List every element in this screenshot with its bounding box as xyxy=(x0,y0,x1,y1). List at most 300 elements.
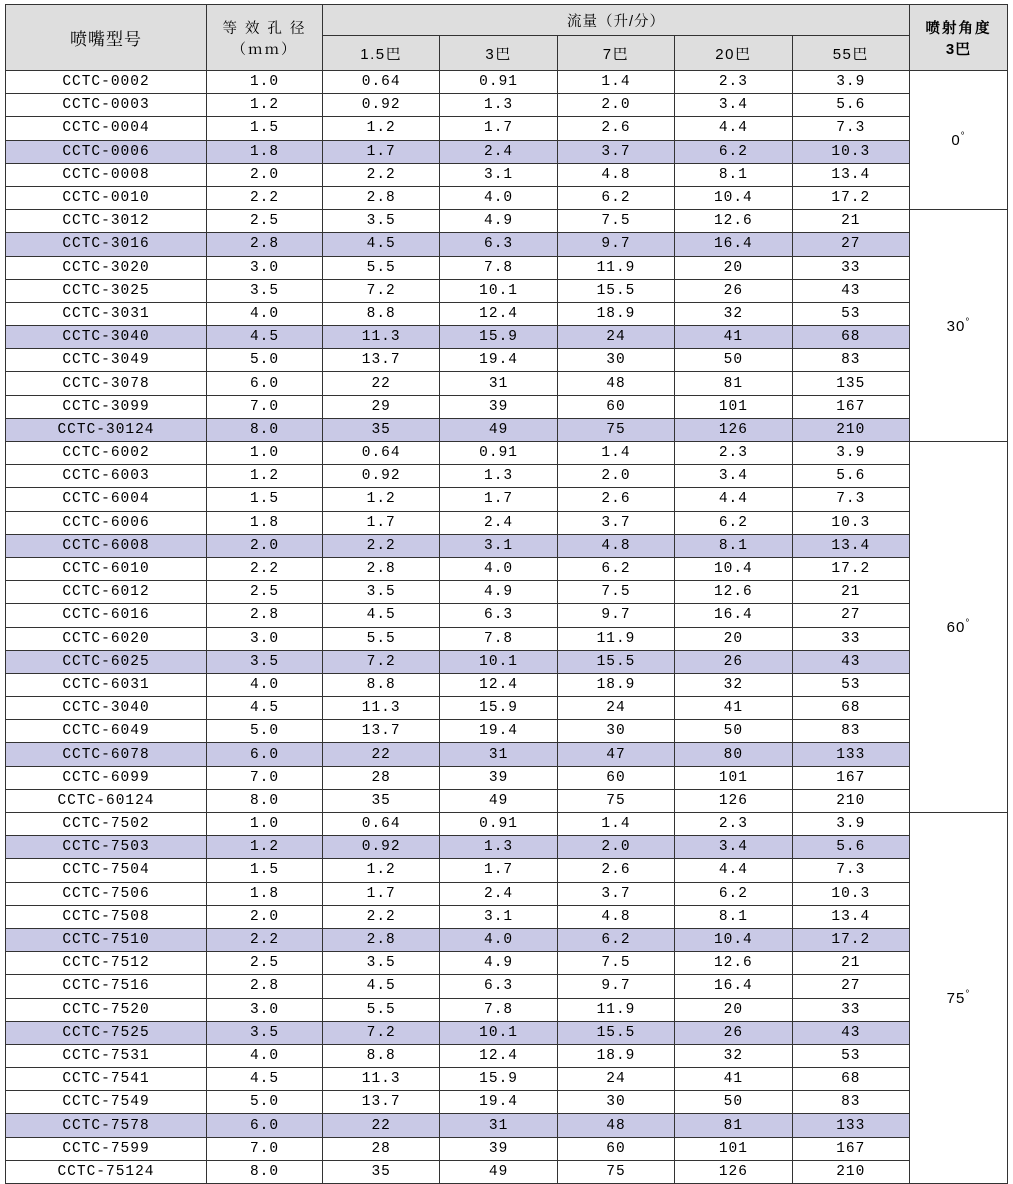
cell-flow-5: 7.3 xyxy=(792,859,909,882)
table-row xyxy=(6,349,1008,372)
cell-flow-4: 50 xyxy=(675,720,792,743)
cell-model: CCTC-0003 xyxy=(6,94,207,117)
table-row xyxy=(6,789,1008,812)
cell-flow-5: 167 xyxy=(792,395,909,418)
cell-flow-1: 4.5 xyxy=(323,233,440,256)
cell-flow-5: 3.9 xyxy=(792,813,909,836)
cell-flow-4: 32 xyxy=(675,673,792,696)
cell-flow-3: 6.2 xyxy=(557,557,674,580)
cell-flow-3: 2.6 xyxy=(557,117,674,140)
cell-flow-3: 2.0 xyxy=(557,836,674,859)
cell-flow-4: 8.1 xyxy=(675,534,792,557)
cell-model: CCTC-3040 xyxy=(6,697,207,720)
cell-model: CCTC-3020 xyxy=(6,256,207,279)
cell-flow-2: 1.7 xyxy=(440,117,557,140)
cell-model: CCTC-6010 xyxy=(6,557,207,580)
cell-flow-2: 0.91 xyxy=(440,442,557,465)
cell-flow-5: 21 xyxy=(792,952,909,975)
cell-flow-3: 7.5 xyxy=(557,581,674,604)
cell-flow-3: 18.9 xyxy=(557,673,674,696)
cell-model: CCTC-7506 xyxy=(6,882,207,905)
cell-flow-4: 8.1 xyxy=(675,905,792,928)
table-row xyxy=(6,813,1008,836)
cell-flow-1: 0.64 xyxy=(323,71,440,94)
table-row xyxy=(6,673,1008,696)
cell-flow-2: 19.4 xyxy=(440,349,557,372)
table-row xyxy=(6,581,1008,604)
cell-flow-4: 12.6 xyxy=(675,952,792,975)
cell-model: CCTC-6016 xyxy=(6,604,207,627)
cell-flow-3: 9.7 xyxy=(557,233,674,256)
cell-flow-2: 19.4 xyxy=(440,720,557,743)
cell-model: CCTC-7503 xyxy=(6,836,207,859)
cell-flow-5: 210 xyxy=(792,789,909,812)
cell-model: CCTC-75124 xyxy=(6,1160,207,1183)
cell-flow-4: 32 xyxy=(675,1044,792,1067)
header-pressure-5: 55巴 xyxy=(792,36,909,71)
cell-flow-3: 9.7 xyxy=(557,975,674,998)
cell-flow-3: 75 xyxy=(557,418,674,441)
cell-model: CCTC-7525 xyxy=(6,1021,207,1044)
cell-flow-1: 0.64 xyxy=(323,442,440,465)
cell-orifice: 2.5 xyxy=(207,952,323,975)
cell-flow-4: 6.2 xyxy=(675,140,792,163)
cell-flow-2: 1.7 xyxy=(440,488,557,511)
cell-model: CCTC-7504 xyxy=(6,859,207,882)
cell-flow-4: 4.4 xyxy=(675,488,792,511)
cell-model: CCTC-7508 xyxy=(6,905,207,928)
cell-flow-2: 6.3 xyxy=(440,975,557,998)
cell-flow-2: 1.3 xyxy=(440,94,557,117)
cell-flow-3: 24 xyxy=(557,326,674,349)
cell-flow-4: 8.1 xyxy=(675,163,792,186)
cell-flow-2: 10.1 xyxy=(440,1021,557,1044)
cell-flow-1: 1.2 xyxy=(323,117,440,140)
cell-model: CCTC-6031 xyxy=(6,673,207,696)
cell-flow-4: 16.4 xyxy=(675,975,792,998)
cell-flow-3: 1.4 xyxy=(557,813,674,836)
cell-flow-3: 2.6 xyxy=(557,859,674,882)
cell-flow-5: 167 xyxy=(792,1137,909,1160)
cell-flow-3: 7.5 xyxy=(557,210,674,233)
cell-flow-2: 12.4 xyxy=(440,302,557,325)
cell-flow-4: 126 xyxy=(675,789,792,812)
cell-flow-5: 53 xyxy=(792,673,909,696)
cell-flow-1: 22 xyxy=(323,743,440,766)
table-row xyxy=(6,766,1008,789)
cell-flow-1: 7.2 xyxy=(323,279,440,302)
header-pressure-4: 20巴 xyxy=(675,36,792,71)
table-row xyxy=(6,163,1008,186)
table-row xyxy=(6,395,1008,418)
cell-orifice: 3.5 xyxy=(207,1021,323,1044)
cell-flow-4: 101 xyxy=(675,395,792,418)
cell-flow-5: 7.3 xyxy=(792,488,909,511)
cell-flow-5: 33 xyxy=(792,627,909,650)
table-row xyxy=(6,650,1008,673)
cell-orifice: 2.8 xyxy=(207,233,323,256)
table-row xyxy=(6,372,1008,395)
cell-flow-2: 12.4 xyxy=(440,1044,557,1067)
header-angle-main: 喷射角度 xyxy=(925,20,992,37)
table-row xyxy=(6,210,1008,233)
cell-flow-3: 75 xyxy=(557,1160,674,1183)
cell-flow-1: 35 xyxy=(323,418,440,441)
cell-orifice: 7.0 xyxy=(207,1137,323,1160)
cell-flow-5: 17.2 xyxy=(792,928,909,951)
table-row xyxy=(6,720,1008,743)
table-row xyxy=(6,1091,1008,1114)
cell-flow-2: 10.1 xyxy=(440,279,557,302)
cell-flow-4: 81 xyxy=(675,1114,792,1137)
cell-flow-2: 39 xyxy=(440,766,557,789)
cell-flow-3: 30 xyxy=(557,720,674,743)
cell-model: CCTC-0004 xyxy=(6,117,207,140)
table-row xyxy=(6,117,1008,140)
cell-flow-4: 32 xyxy=(675,302,792,325)
cell-flow-3: 48 xyxy=(557,372,674,395)
cell-flow-2: 12.4 xyxy=(440,673,557,696)
header-orifice xyxy=(207,5,323,71)
cell-spray-angle xyxy=(910,442,1008,813)
cell-flow-1: 2.8 xyxy=(323,928,440,951)
cell-flow-1: 0.92 xyxy=(323,836,440,859)
cell-orifice: 2.0 xyxy=(207,163,323,186)
cell-orifice: 3.5 xyxy=(207,279,323,302)
cell-flow-2: 6.3 xyxy=(440,233,557,256)
table-row xyxy=(6,1044,1008,1067)
cell-flow-2: 49 xyxy=(440,789,557,812)
header-flow-group: 流量（升/分） xyxy=(323,5,910,36)
cell-flow-1: 11.3 xyxy=(323,1068,440,1091)
cell-flow-1: 5.5 xyxy=(323,998,440,1021)
cell-flow-4: 126 xyxy=(675,1160,792,1183)
cell-flow-4: 26 xyxy=(675,1021,792,1044)
cell-flow-5: 43 xyxy=(792,650,909,673)
table-row xyxy=(6,1137,1008,1160)
cell-flow-5: 27 xyxy=(792,233,909,256)
cell-flow-1: 8.8 xyxy=(323,302,440,325)
cell-flow-5: 3.9 xyxy=(792,442,909,465)
table-row xyxy=(6,998,1008,1021)
cell-model: CCTC-6099 xyxy=(6,766,207,789)
cell-flow-1: 4.5 xyxy=(323,975,440,998)
cell-orifice: 3.5 xyxy=(207,650,323,673)
cell-flow-2: 7.8 xyxy=(440,256,557,279)
cell-flow-1: 5.5 xyxy=(323,627,440,650)
cell-model: CCTC-0008 xyxy=(6,163,207,186)
cell-orifice: 7.0 xyxy=(207,766,323,789)
cell-flow-2: 7.8 xyxy=(440,998,557,1021)
cell-flow-4: 50 xyxy=(675,1091,792,1114)
table-row xyxy=(6,743,1008,766)
cell-flow-5: 10.3 xyxy=(792,140,909,163)
cell-flow-3: 60 xyxy=(557,395,674,418)
cell-orifice: 8.0 xyxy=(207,789,323,812)
cell-flow-3: 11.9 xyxy=(557,256,674,279)
table-row xyxy=(6,557,1008,580)
cell-flow-1: 2.2 xyxy=(323,534,440,557)
cell-orifice: 5.0 xyxy=(207,349,323,372)
cell-flow-1: 8.8 xyxy=(323,673,440,696)
table-row xyxy=(6,279,1008,302)
cell-orifice: 8.0 xyxy=(207,418,323,441)
cell-flow-1: 0.92 xyxy=(323,465,440,488)
spray-angle-value: 30 xyxy=(946,317,966,335)
cell-model: CCTC-3012 xyxy=(6,210,207,233)
cell-flow-1: 28 xyxy=(323,1137,440,1160)
cell-model: CCTC-7520 xyxy=(6,998,207,1021)
cell-flow-1: 1.2 xyxy=(323,859,440,882)
cell-flow-5: 135 xyxy=(792,372,909,395)
cell-flow-5: 10.3 xyxy=(792,511,909,534)
cell-orifice: 1.0 xyxy=(207,813,323,836)
cell-orifice: 6.0 xyxy=(207,743,323,766)
cell-model: CCTC-7531 xyxy=(6,1044,207,1067)
cell-flow-5: 21 xyxy=(792,210,909,233)
cell-flow-1: 2.8 xyxy=(323,557,440,580)
cell-orifice: 1.0 xyxy=(207,71,323,94)
cell-flow-4: 2.3 xyxy=(675,442,792,465)
cell-flow-5: 68 xyxy=(792,697,909,720)
cell-flow-1: 28 xyxy=(323,766,440,789)
cell-flow-1: 22 xyxy=(323,1114,440,1137)
cell-flow-4: 6.2 xyxy=(675,511,792,534)
cell-flow-2: 4.0 xyxy=(440,928,557,951)
cell-orifice: 2.2 xyxy=(207,557,323,580)
cell-flow-2: 4.9 xyxy=(440,952,557,975)
cell-model: CCTC-7541 xyxy=(6,1068,207,1091)
cell-model: CCTC-6004 xyxy=(6,488,207,511)
cell-flow-1: 13.7 xyxy=(323,1091,440,1114)
cell-flow-4: 26 xyxy=(675,279,792,302)
cell-flow-2: 15.9 xyxy=(440,697,557,720)
cell-flow-3: 47 xyxy=(557,743,674,766)
cell-flow-4: 20 xyxy=(675,998,792,1021)
cell-flow-1: 2.2 xyxy=(323,905,440,928)
cell-flow-5: 7.3 xyxy=(792,117,909,140)
cell-flow-4: 10.4 xyxy=(675,557,792,580)
cell-flow-4: 101 xyxy=(675,766,792,789)
cell-flow-4: 4.4 xyxy=(675,859,792,882)
cell-flow-1: 13.7 xyxy=(323,349,440,372)
cell-flow-4: 2.3 xyxy=(675,71,792,94)
cell-flow-4: 41 xyxy=(675,326,792,349)
cell-flow-5: 210 xyxy=(792,1160,909,1183)
cell-flow-4: 2.3 xyxy=(675,813,792,836)
cell-flow-1: 5.5 xyxy=(323,256,440,279)
table-row xyxy=(6,186,1008,209)
nozzle-spec-table xyxy=(5,4,1008,1184)
cell-flow-1: 0.64 xyxy=(323,813,440,836)
spray-angle-value: 0 xyxy=(951,131,961,149)
table-row xyxy=(6,1021,1008,1044)
table-row xyxy=(6,442,1008,465)
header-pressure-3: 7巴 xyxy=(557,36,674,71)
cell-flow-5: 43 xyxy=(792,1021,909,1044)
header-row-primary xyxy=(6,5,1008,36)
cell-model: CCTC-60124 xyxy=(6,789,207,812)
cell-model: CCTC-6003 xyxy=(6,465,207,488)
header-angle-sub: 3巴 xyxy=(945,40,972,58)
degree-icon: ° xyxy=(965,618,971,630)
table-row xyxy=(6,859,1008,882)
cell-model: CCTC-6006 xyxy=(6,511,207,534)
cell-flow-2: 15.9 xyxy=(440,1068,557,1091)
spray-angle-value: 60 xyxy=(946,618,966,636)
cell-orifice: 2.8 xyxy=(207,604,323,627)
cell-flow-4: 12.6 xyxy=(675,210,792,233)
cell-orifice: 4.5 xyxy=(207,326,323,349)
cell-flow-4: 26 xyxy=(675,650,792,673)
table-body xyxy=(6,71,1008,1184)
cell-flow-1: 8.8 xyxy=(323,1044,440,1067)
cell-flow-5: 53 xyxy=(792,1044,909,1067)
cell-flow-1: 22 xyxy=(323,372,440,395)
cell-flow-3: 60 xyxy=(557,766,674,789)
cell-model: CCTC-3031 xyxy=(6,302,207,325)
cell-flow-3: 30 xyxy=(557,349,674,372)
cell-flow-4: 3.4 xyxy=(675,94,792,117)
cell-model: CCTC-6008 xyxy=(6,534,207,557)
cell-orifice: 2.8 xyxy=(207,975,323,998)
cell-orifice: 3.0 xyxy=(207,256,323,279)
cell-flow-3: 2.0 xyxy=(557,465,674,488)
cell-flow-2: 0.91 xyxy=(440,71,557,94)
cell-flow-4: 10.4 xyxy=(675,928,792,951)
cell-flow-3: 18.9 xyxy=(557,1044,674,1067)
cell-flow-1: 29 xyxy=(323,395,440,418)
cell-flow-2: 7.8 xyxy=(440,627,557,650)
cell-flow-2: 39 xyxy=(440,1137,557,1160)
cell-flow-5: 133 xyxy=(792,1114,909,1137)
cell-flow-1: 35 xyxy=(323,1160,440,1183)
header-pressure-1: 1.5巴 xyxy=(323,36,440,71)
cell-model: CCTC-6025 xyxy=(6,650,207,673)
cell-flow-4: 16.4 xyxy=(675,233,792,256)
cell-flow-2: 2.4 xyxy=(440,140,557,163)
cell-flow-2: 1.7 xyxy=(440,859,557,882)
cell-model: CCTC-3099 xyxy=(6,395,207,418)
cell-flow-5: 83 xyxy=(792,349,909,372)
cell-flow-4: 20 xyxy=(675,256,792,279)
cell-flow-1: 11.3 xyxy=(323,326,440,349)
cell-flow-3: 30 xyxy=(557,1091,674,1114)
cell-flow-3: 7.5 xyxy=(557,952,674,975)
cell-orifice: 1.2 xyxy=(207,94,323,117)
cell-flow-3: 3.7 xyxy=(557,511,674,534)
cell-orifice: 1.2 xyxy=(207,465,323,488)
table-row xyxy=(6,418,1008,441)
cell-flow-1: 7.2 xyxy=(323,650,440,673)
cell-flow-2: 6.3 xyxy=(440,604,557,627)
table-row xyxy=(6,302,1008,325)
cell-flow-2: 49 xyxy=(440,418,557,441)
cell-flow-4: 6.2 xyxy=(675,882,792,905)
cell-model: CCTC-0010 xyxy=(6,186,207,209)
table-row xyxy=(6,836,1008,859)
cell-flow-2: 3.1 xyxy=(440,163,557,186)
cell-flow-5: 21 xyxy=(792,581,909,604)
cell-model: CCTC-6002 xyxy=(6,442,207,465)
cell-flow-5: 5.6 xyxy=(792,465,909,488)
cell-flow-5: 53 xyxy=(792,302,909,325)
cell-flow-5: 27 xyxy=(792,975,909,998)
table-row xyxy=(6,604,1008,627)
cell-orifice: 1.5 xyxy=(207,859,323,882)
cell-orifice: 1.5 xyxy=(207,117,323,140)
cell-flow-1: 3.5 xyxy=(323,581,440,604)
cell-flow-2: 3.1 xyxy=(440,905,557,928)
cell-flow-3: 11.9 xyxy=(557,627,674,650)
cell-flow-5: 43 xyxy=(792,279,909,302)
table-row xyxy=(6,905,1008,928)
cell-flow-3: 75 xyxy=(557,789,674,812)
table-row xyxy=(6,697,1008,720)
cell-orifice: 2.0 xyxy=(207,534,323,557)
cell-orifice: 3.0 xyxy=(207,627,323,650)
cell-flow-1: 35 xyxy=(323,789,440,812)
cell-orifice: 6.0 xyxy=(207,1114,323,1137)
cell-flow-2: 2.4 xyxy=(440,882,557,905)
cell-flow-5: 167 xyxy=(792,766,909,789)
table-row xyxy=(6,882,1008,905)
cell-flow-3: 18.9 xyxy=(557,302,674,325)
table-row xyxy=(6,233,1008,256)
cell-model: CCTC-0002 xyxy=(6,71,207,94)
cell-model: CCTC-3078 xyxy=(6,372,207,395)
table-row xyxy=(6,94,1008,117)
degree-icon: ° xyxy=(960,131,966,143)
cell-orifice: 4.0 xyxy=(207,673,323,696)
cell-flow-4: 20 xyxy=(675,627,792,650)
cell-flow-1: 2.2 xyxy=(323,163,440,186)
cell-flow-1: 0.92 xyxy=(323,94,440,117)
cell-flow-3: 1.4 xyxy=(557,71,674,94)
table-row xyxy=(6,1160,1008,1183)
table-row xyxy=(6,1068,1008,1091)
degree-icon: ° xyxy=(965,316,971,328)
cell-flow-1: 7.2 xyxy=(323,1021,440,1044)
cell-flow-2: 4.0 xyxy=(440,186,557,209)
cell-orifice: 7.0 xyxy=(207,395,323,418)
cell-flow-5: 83 xyxy=(792,720,909,743)
cell-flow-2: 10.1 xyxy=(440,650,557,673)
cell-orifice: 8.0 xyxy=(207,1160,323,1183)
cell-flow-5: 3.9 xyxy=(792,71,909,94)
cell-flow-3: 4.8 xyxy=(557,534,674,557)
cell-orifice: 4.5 xyxy=(207,1068,323,1091)
cell-orifice: 2.2 xyxy=(207,928,323,951)
table-row xyxy=(6,140,1008,163)
cell-flow-5: 68 xyxy=(792,326,909,349)
cell-flow-2: 19.4 xyxy=(440,1091,557,1114)
cell-flow-3: 3.7 xyxy=(557,882,674,905)
cell-orifice: 1.2 xyxy=(207,836,323,859)
cell-flow-5: 17.2 xyxy=(792,557,909,580)
cell-model: CCTC-6020 xyxy=(6,627,207,650)
cell-flow-4: 80 xyxy=(675,743,792,766)
table-row xyxy=(6,256,1008,279)
cell-orifice: 5.0 xyxy=(207,1091,323,1114)
cell-orifice: 3.0 xyxy=(207,998,323,1021)
table-row xyxy=(6,465,1008,488)
cell-flow-3: 6.2 xyxy=(557,186,674,209)
cell-flow-3: 24 xyxy=(557,697,674,720)
cell-flow-4: 41 xyxy=(675,697,792,720)
cell-orifice: 1.8 xyxy=(207,511,323,534)
cell-flow-3: 1.4 xyxy=(557,442,674,465)
